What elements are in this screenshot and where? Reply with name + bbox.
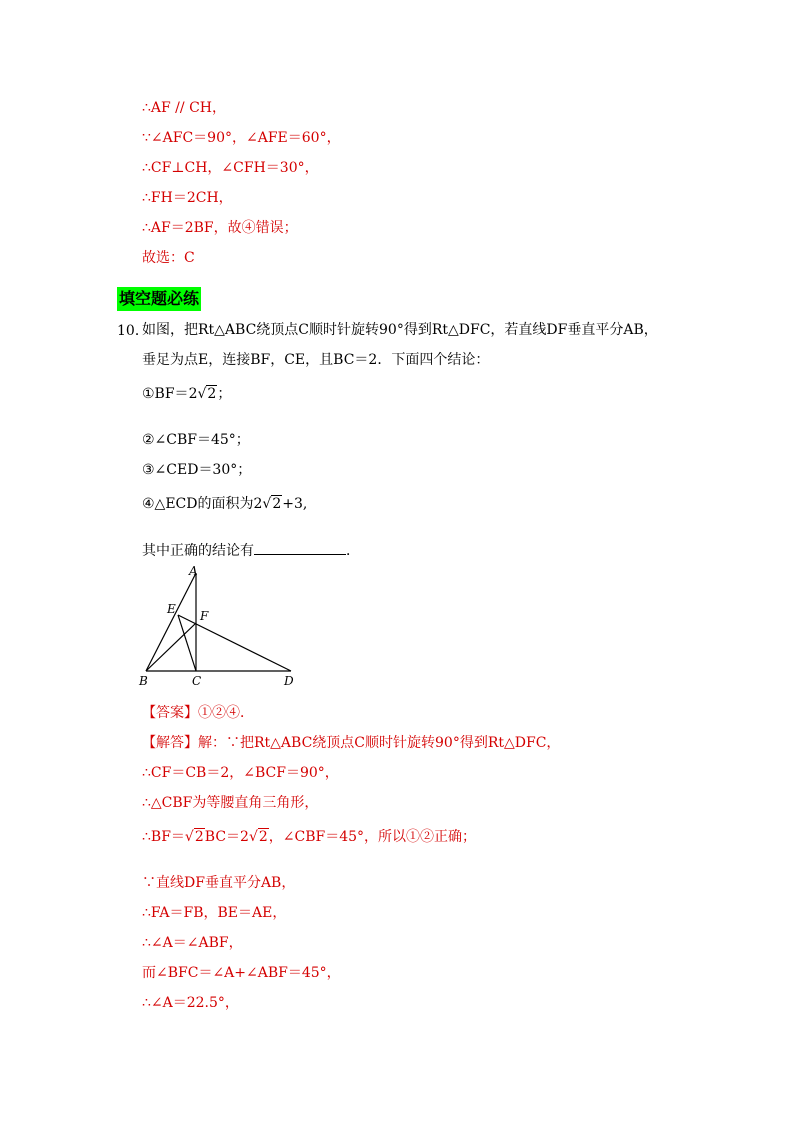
prev-solution-line-6: 故选：C [142,250,195,266]
prev-solution-line-1: ∴AF // CH， [142,100,226,116]
solution-line-4-suffix: ，∠CBF＝45°，所以①②正确； [268,829,477,845]
segment-ab [146,573,196,671]
sqrt-expression: 2√2 [188,386,217,402]
solution-line-7: ∴∠A＝∠ABF， [142,935,243,951]
solution-line-9: ∴∠A＝22.5°， [142,995,239,1011]
sqrt-radicand: 2 [194,829,204,845]
solution-line-5: ∵直线DF垂直平分AB， [142,875,296,891]
conclusion-1-suffix: ； [217,386,232,402]
prev-solution-line-5: ∴AF＝2BF，故④错误； [142,220,298,236]
solution-line-4-prefix: ∴BF＝ [142,829,185,845]
answer-line [142,703,254,723]
prompt-text: 其中正确的结论有 [142,543,254,559]
conclusion-4-prefix: ④△ECD的面积为 [142,496,254,512]
conclusion-1 [142,384,231,404]
prev-solution-line-4: ∴FH＝2CH， [142,190,233,206]
label-f: F [200,609,209,623]
question-line-2: 垂足为点E，连接BF，CE，且BC＝2．下面四个结论： [142,352,490,368]
solution-line-8: 而∠BFC＝∠A+∠ABF＝45°， [142,965,341,981]
label-d: D [284,674,294,688]
solution-line-4-mid: BC＝2 [204,829,249,845]
solution-text: 解：∵把Rt△ABC绕顶点C顺时针旋转90°得到Rt△DFC， [198,735,561,751]
sqrt-coefficient: 2 [253,496,263,512]
sqrt-expression: √2 [184,829,204,845]
question-number: 10． [117,323,149,339]
sqrt-expression: 2√2 [253,496,282,512]
answer-label: 【答案】 [142,705,198,721]
question-line-1: 如图，把Rt△ABC绕顶点C顺时针旋转90°得到Rt△DFC，若直线DF垂直平分AB， [142,322,658,338]
solution-line-4 [142,827,476,847]
conclusion-3: ③∠CED＝30°； [142,462,252,478]
conclusion-4-suffix: +3, [282,496,308,512]
conclusion-4 [142,494,307,514]
label-a: A [189,564,198,578]
section-heading: 填空题必练 [117,287,201,311]
answer-blank[interactable] [254,540,346,555]
geometry-figure [136,563,306,688]
sqrt-radicand: 2 [258,829,268,845]
segment-ce [178,615,196,671]
prev-solution-line-3: ∴CF⊥CH，∠CFH＝30°， [142,160,319,176]
solution-line-2: ∴CF＝CB＝2，∠BCF＝90°， [142,765,339,781]
prompt-end: ． [346,543,360,559]
sqrt-radicand: 2 [207,386,217,402]
sqrt-coefficient: 2 [188,386,198,402]
conclusion-2: ②∠CBF＝45°； [142,432,250,448]
solution-line-1 [142,733,560,753]
answer-value: ①②④． [198,705,254,721]
sqrt-expression: √2 [248,829,268,845]
solution-line-6: ∴FA＝FB，BE＝AE， [142,905,287,921]
sqrt-radicand: 2 [272,496,282,512]
solution-label: 【解答】 [142,735,198,751]
label-e: E [167,602,176,616]
label-b: B [139,674,148,688]
conclusion-1-prefix: ①BF＝ [142,386,189,402]
label-c: C [192,674,202,688]
question-prompt [142,540,360,561]
solution-line-3: ∴△CBF为等腰直角三角形， [142,795,319,811]
prev-solution-line-2: ∵∠AFC＝90°，∠AFE＝60°， [142,130,341,146]
